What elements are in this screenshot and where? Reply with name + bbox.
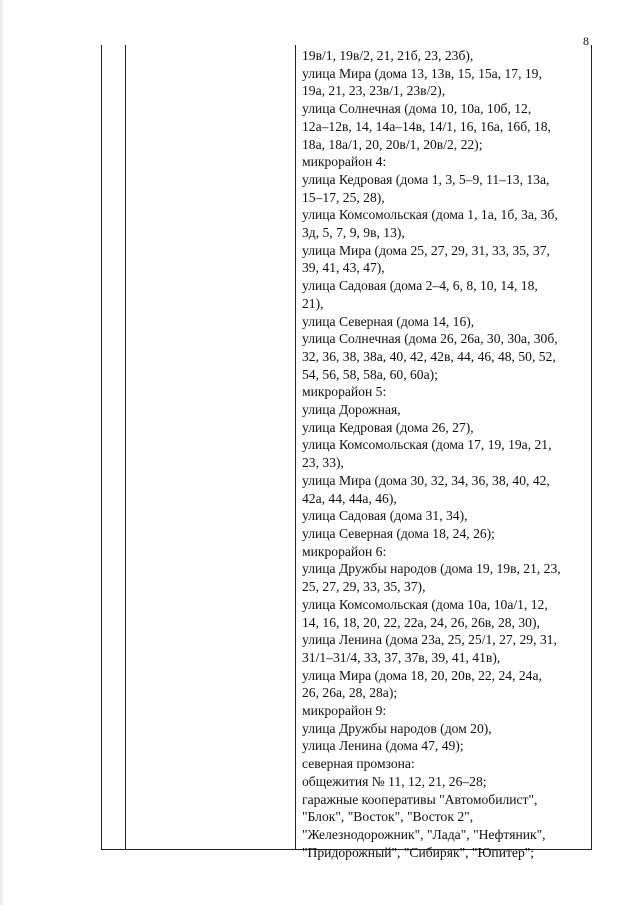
address-line: общежития № 11, 12, 21, 26–28; [302,773,487,789]
address-line: улица Садовая (дома 2–4, 6, 8, 10, 14, 18, [302,278,538,294]
address-line: 39, 41, 43, 47), [302,260,385,276]
address-line: улица Мира (дома 25, 27, 29, 31, 33, 35, 37, [302,242,550,258]
address-line: "Придорожный", "Сибиряк", "Юпитер"; [302,844,535,860]
address-line: улица Комсомольская (дома 10а, 10а/1, 12, [302,596,548,612]
address-line: 3д, 5, 7, 9, 9в, 13), [302,225,405,241]
address-line: 42а, 44, 44а, 46), [302,490,397,506]
address-line: микрорайон 4: [302,154,387,170]
address-line: микрорайон 5: [302,384,387,400]
address-line: 18а, 18а/1, 20, 20в/1, 20в/2, 22); [302,136,483,152]
address-line: 25, 27, 29, 33, 35, 37), [302,579,426,595]
page-number: 8 [583,34,589,48]
address-list [302,47,586,861]
address-line: улица Северная (дома 18, 24, 26); [302,525,495,541]
address-line: 54, 56, 58, 58а, 60, 60а); [302,366,438,382]
address-line: 31/1–31/4, 33, 37, 37в, 39, 41, 41в), [302,649,501,665]
address-line: улица Северная (дома 14, 16), [302,313,475,329]
address-line: улица Кедровая (дома 26, 27), [302,419,474,435]
address-line: 12а–12в, 14, 14а–14в, 14/1, 16, 16а, 16б, 18, [302,118,551,134]
address-line: улица Солнечная (дома 26, 26а, 30, 30а, 30б, [302,331,558,347]
address-line: 26, 26а, 28, 28а); [302,685,398,701]
address-line: гаражные кооперативы "Автомобилист", [302,791,538,807]
address-line: микрорайон 6: [302,543,387,559]
address-line: улица Солнечная (дома 10, 10а, 10б, 12, [302,101,532,117]
address-line: улица Садовая (дома 31, 34), [302,508,468,524]
address-line: улица Комсомольская (дома 17, 19, 19а, 21, [302,437,552,453]
address-line: улица Дружбы народов (дом 20), [302,720,492,736]
address-line: улица Ленина (дома 47, 49); [302,738,464,754]
address-line: улица Кедровая (дома 1, 3, 5–9, 11–13, 13а, [302,171,550,187]
address-line: "Блок", "Восток", "Восток 2", [302,809,474,825]
scan-binding-edge [0,0,4,905]
address-line: улица Комсомольская (дома 1, 1а, 1б, 3а, 3б, [302,207,558,223]
address-line: улица Мира (дома 30, 32, 34, 36, 38, 40, 42, [302,472,550,488]
address-line: улица Дорожная, [302,402,401,418]
address-line: северная промзона: [302,756,415,772]
address-line: 19а, 21, 23, 23в/1, 23в/2), [302,83,446,99]
address-line: улица Дружбы народов (дома 19, 19в, 21, 23, [302,561,561,577]
address-line: микрорайон 9: [302,703,387,719]
address-line: 15–17, 25, 28), [302,189,385,205]
table-column-divider-1 [125,45,126,849]
address-line: 23, 33), [302,455,344,471]
address-line: улица Мира (дома 13, 13в, 15, 15а, 17, 19, [302,65,542,81]
address-line: 32, 36, 38, 38а, 40, 42, 42в, 44, 46, 48, 50, 52, [302,348,556,364]
address-line: улица Мира (дома 18, 20, 20в, 22, 24, 24а, [302,667,542,683]
table-column-divider-2 [295,45,296,849]
address-line: 21), [302,295,324,311]
address-line: улица Ленина (дома 23а, 25, 25/1, 27, 29, 31, [302,632,557,648]
address-line: 19в/1, 19в/2, 21, 21б, 23, 23б), [302,48,474,63]
address-line: 14, 16, 18, 20, 22, 22а, 24, 26, 26в, 28, 30), [302,614,540,630]
address-line: "Железнодорожник", "Лада", "Нефтяник", [302,826,546,842]
